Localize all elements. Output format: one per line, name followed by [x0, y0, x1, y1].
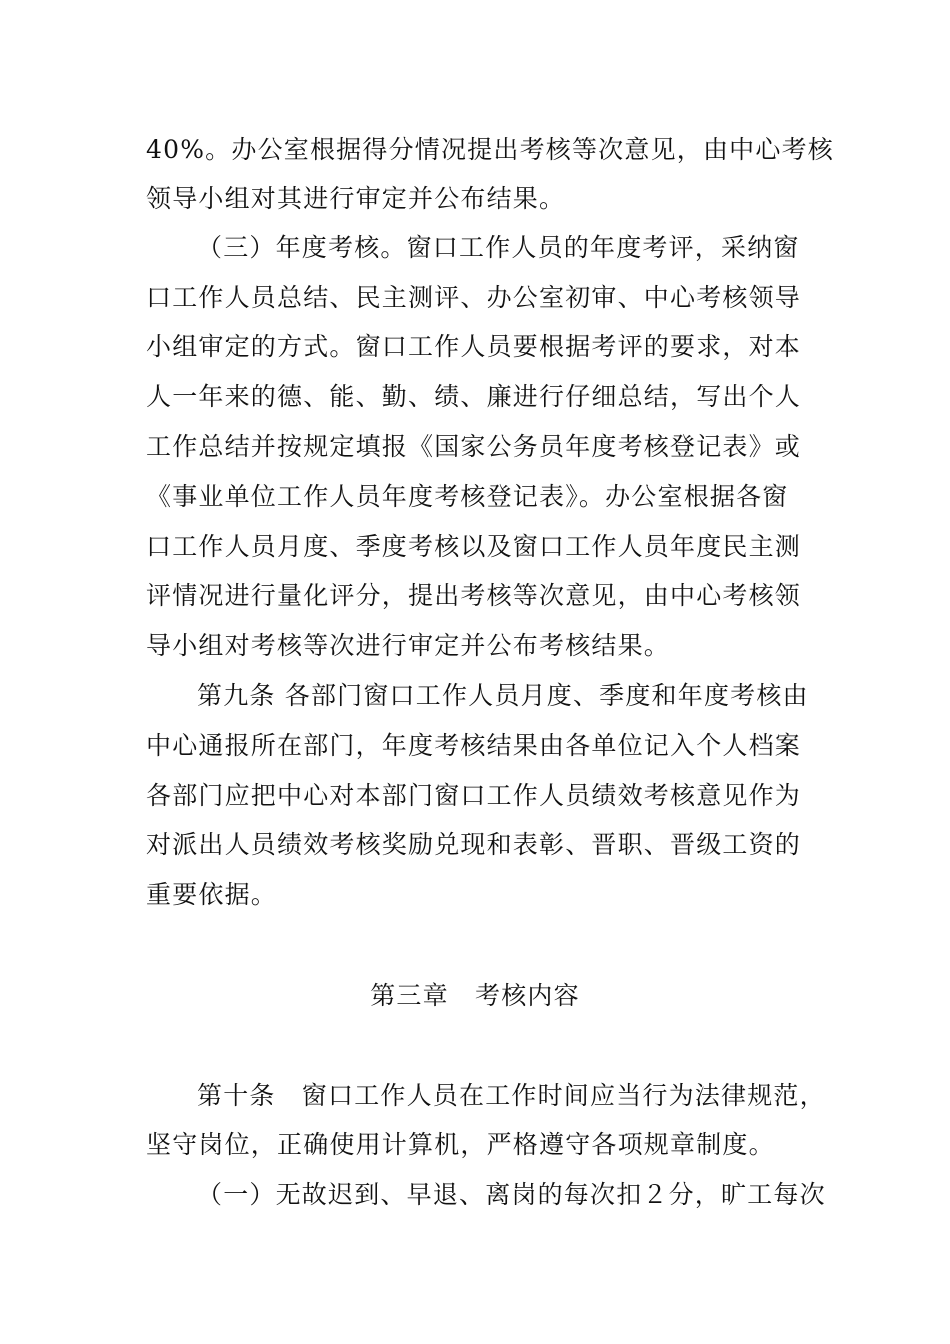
text-line: 《事业单位工作人员年度考核登记表》。办公室根据各窗	[146, 482, 789, 511]
text-line: 中心通报所在部门，年度考核结果由各单位记入个人档案	[146, 731, 802, 760]
text-line: 人一年来的德、能、勤、绩、廉进行仔细总结，写出个人	[146, 382, 802, 411]
text-line: 工作总结并按规定填报《国家公务员年度考核登记表》或	[146, 432, 802, 461]
text-line: 导小组对考核等次进行审定并公布考核结果。	[146, 631, 671, 660]
text-line: 小组审定的方式。窗口工作人员要根据考评的要求，对本	[146, 332, 802, 361]
text-line: 口工作人员总结、民主测评、办公室初审、中心考核领导	[146, 283, 802, 312]
text-line: 各部门应把中心对本部门窗口工作人员绩效考核意见作为	[146, 781, 802, 810]
text-line: 坚守岗位，正确使用计算机，严格遵守各项规章制度。	[146, 1130, 775, 1159]
text-line: 对派出人员绩效考核奖励兑现和表彰、晋职、晋级工资的	[146, 830, 802, 859]
text-line: 重要依据。	[146, 880, 278, 909]
text-line: （一）无故迟到、早退、离岗的每次扣２分，旷工每次	[197, 1180, 826, 1209]
text-line: 评情况进行量化评分，提出考核等次意见，由中心考核领	[146, 581, 802, 610]
text-line: （三）年度考核。窗口工作人员的年度考评，采纳窗	[197, 233, 800, 262]
chapter-heading: 第三章 考核内容	[370, 981, 580, 1010]
text-line: 第九条 各部门窗口工作人员月度、季度和年度考核由	[197, 681, 809, 710]
text-line: 40%。办公室根据得分情况提出考核等次意见，由中心考核	[146, 135, 834, 164]
text-line: 第十条 窗口工作人员在工作时间应当行为法律规范，	[197, 1081, 826, 1110]
text-line: 口工作人员月度、季度考核以及窗口工作人员年度民主测	[146, 532, 802, 561]
text-line: 领导小组对其进行审定并公布结果。	[146, 184, 566, 213]
